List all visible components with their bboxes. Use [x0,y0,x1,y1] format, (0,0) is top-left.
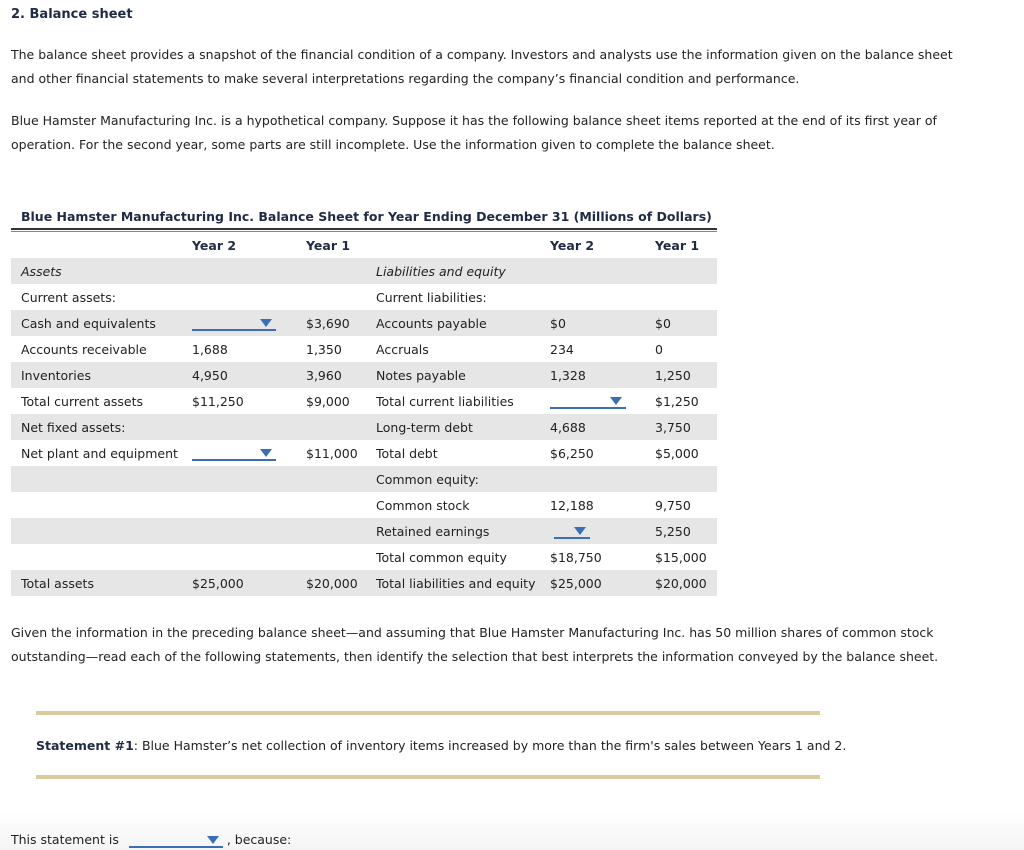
chevron-down-icon [207,836,219,844]
table-row: Net fixed assets: Long-term debt 4,688 3,750 [11,414,717,440]
statement-truth-dropdown[interactable] [129,834,223,848]
statement-top-rule [36,711,820,715]
statement-1 [36,738,846,753]
section-heading: 2. Balance sheet [11,7,133,22]
answer-line [11,832,291,848]
table-row: Net plant and equipment $11,000 Total debt $6,250 $5,000 [21,445,699,461]
statement-label: Statement #1 [36,738,134,753]
table-row [11,258,717,284]
assets-section-label: Assets [11,258,192,284]
table-row: Retained earnings 5,250 [11,518,717,544]
table-row: Accounts receivable 1,688 1,350 Accruals 234 0 [21,341,663,357]
liab-year1-header: Year 1 [655,237,700,253]
liabilities-section-label: Liabilities and equity [376,258,550,284]
title-rule [11,228,717,230]
chevron-down-icon [574,527,586,535]
assets-year2-header: Year 2 [192,237,237,253]
balance-sheet-table [11,232,717,596]
table-row: Common stock 12,188 9,750 [376,497,691,513]
balance-sheet-title: Blue Hamster Manufacturing Inc. Balance Sheet for Year Ending December 31 (Millions of Dollars) [21,209,712,224]
answer-prefix: This statement is [11,832,119,847]
cash-year2-dropdown[interactable] [192,317,276,331]
retained-earnings-year2-dropdown[interactable] [554,525,590,539]
table-row: Total assets $25,000 $20,000 Total liabilities and equity $25,000 $20,000 [11,570,717,596]
given-paragraph: Given the information in the preceding balance sheet—and assuming that Blue Hamster Manufacturing Inc. has 50 million shares of common stock outstanding—read each of the following statements, then identify the selection that best interprets the information conveyed by the balance sheet. [11,625,939,664]
chevron-down-icon [610,397,622,405]
intro-paragraph-1: The balance sheet provides a snapshot of the financial condition of a company. Investors and analysts use the information given on the balance sheet and other financial statements to make several interpretations regarding the company’s financial condition and performance. [11,47,953,86]
answer-suffix: , because: [226,832,292,847]
table-row: Common equity: [11,466,717,492]
total-current-liabilities-year2-dropdown[interactable] [550,395,626,409]
table-row: Inventories 4,950 3,960 Notes payable 1,328 1,250 [11,362,717,388]
table-row: Current assets: Current liabilities: [21,289,487,305]
chevron-down-icon [260,449,272,457]
chevron-down-icon [260,319,272,327]
table-row: Total current assets $11,250 $9,000 Total current liabilities $1,250 [21,393,699,409]
statement-text: : Blue Hamster’s net collection of inventory items increased by more than the firm's sales between Years 1 and 2. [133,738,847,753]
net-plant-year2-dropdown[interactable] [192,447,276,461]
assets-year1-header: Year 1 [306,237,351,253]
statement-bottom-rule [36,775,820,779]
liab-year2-header: Year 2 [550,237,595,253]
table-row: Total common equity $18,750 $15,000 [376,549,707,565]
header-row [11,232,717,258]
table-row: Cash and equivalents $3,690 Accounts payable $0 $0 [11,310,717,336]
intro-paragraph-2: Blue Hamster Manufacturing Inc. is a hypothetical company. Suppose it has the following balance sheet items reported at the end of its first year of operation. For the second year, some parts are still incomplete. Use the information given to complete the balance sheet. [11,113,937,152]
